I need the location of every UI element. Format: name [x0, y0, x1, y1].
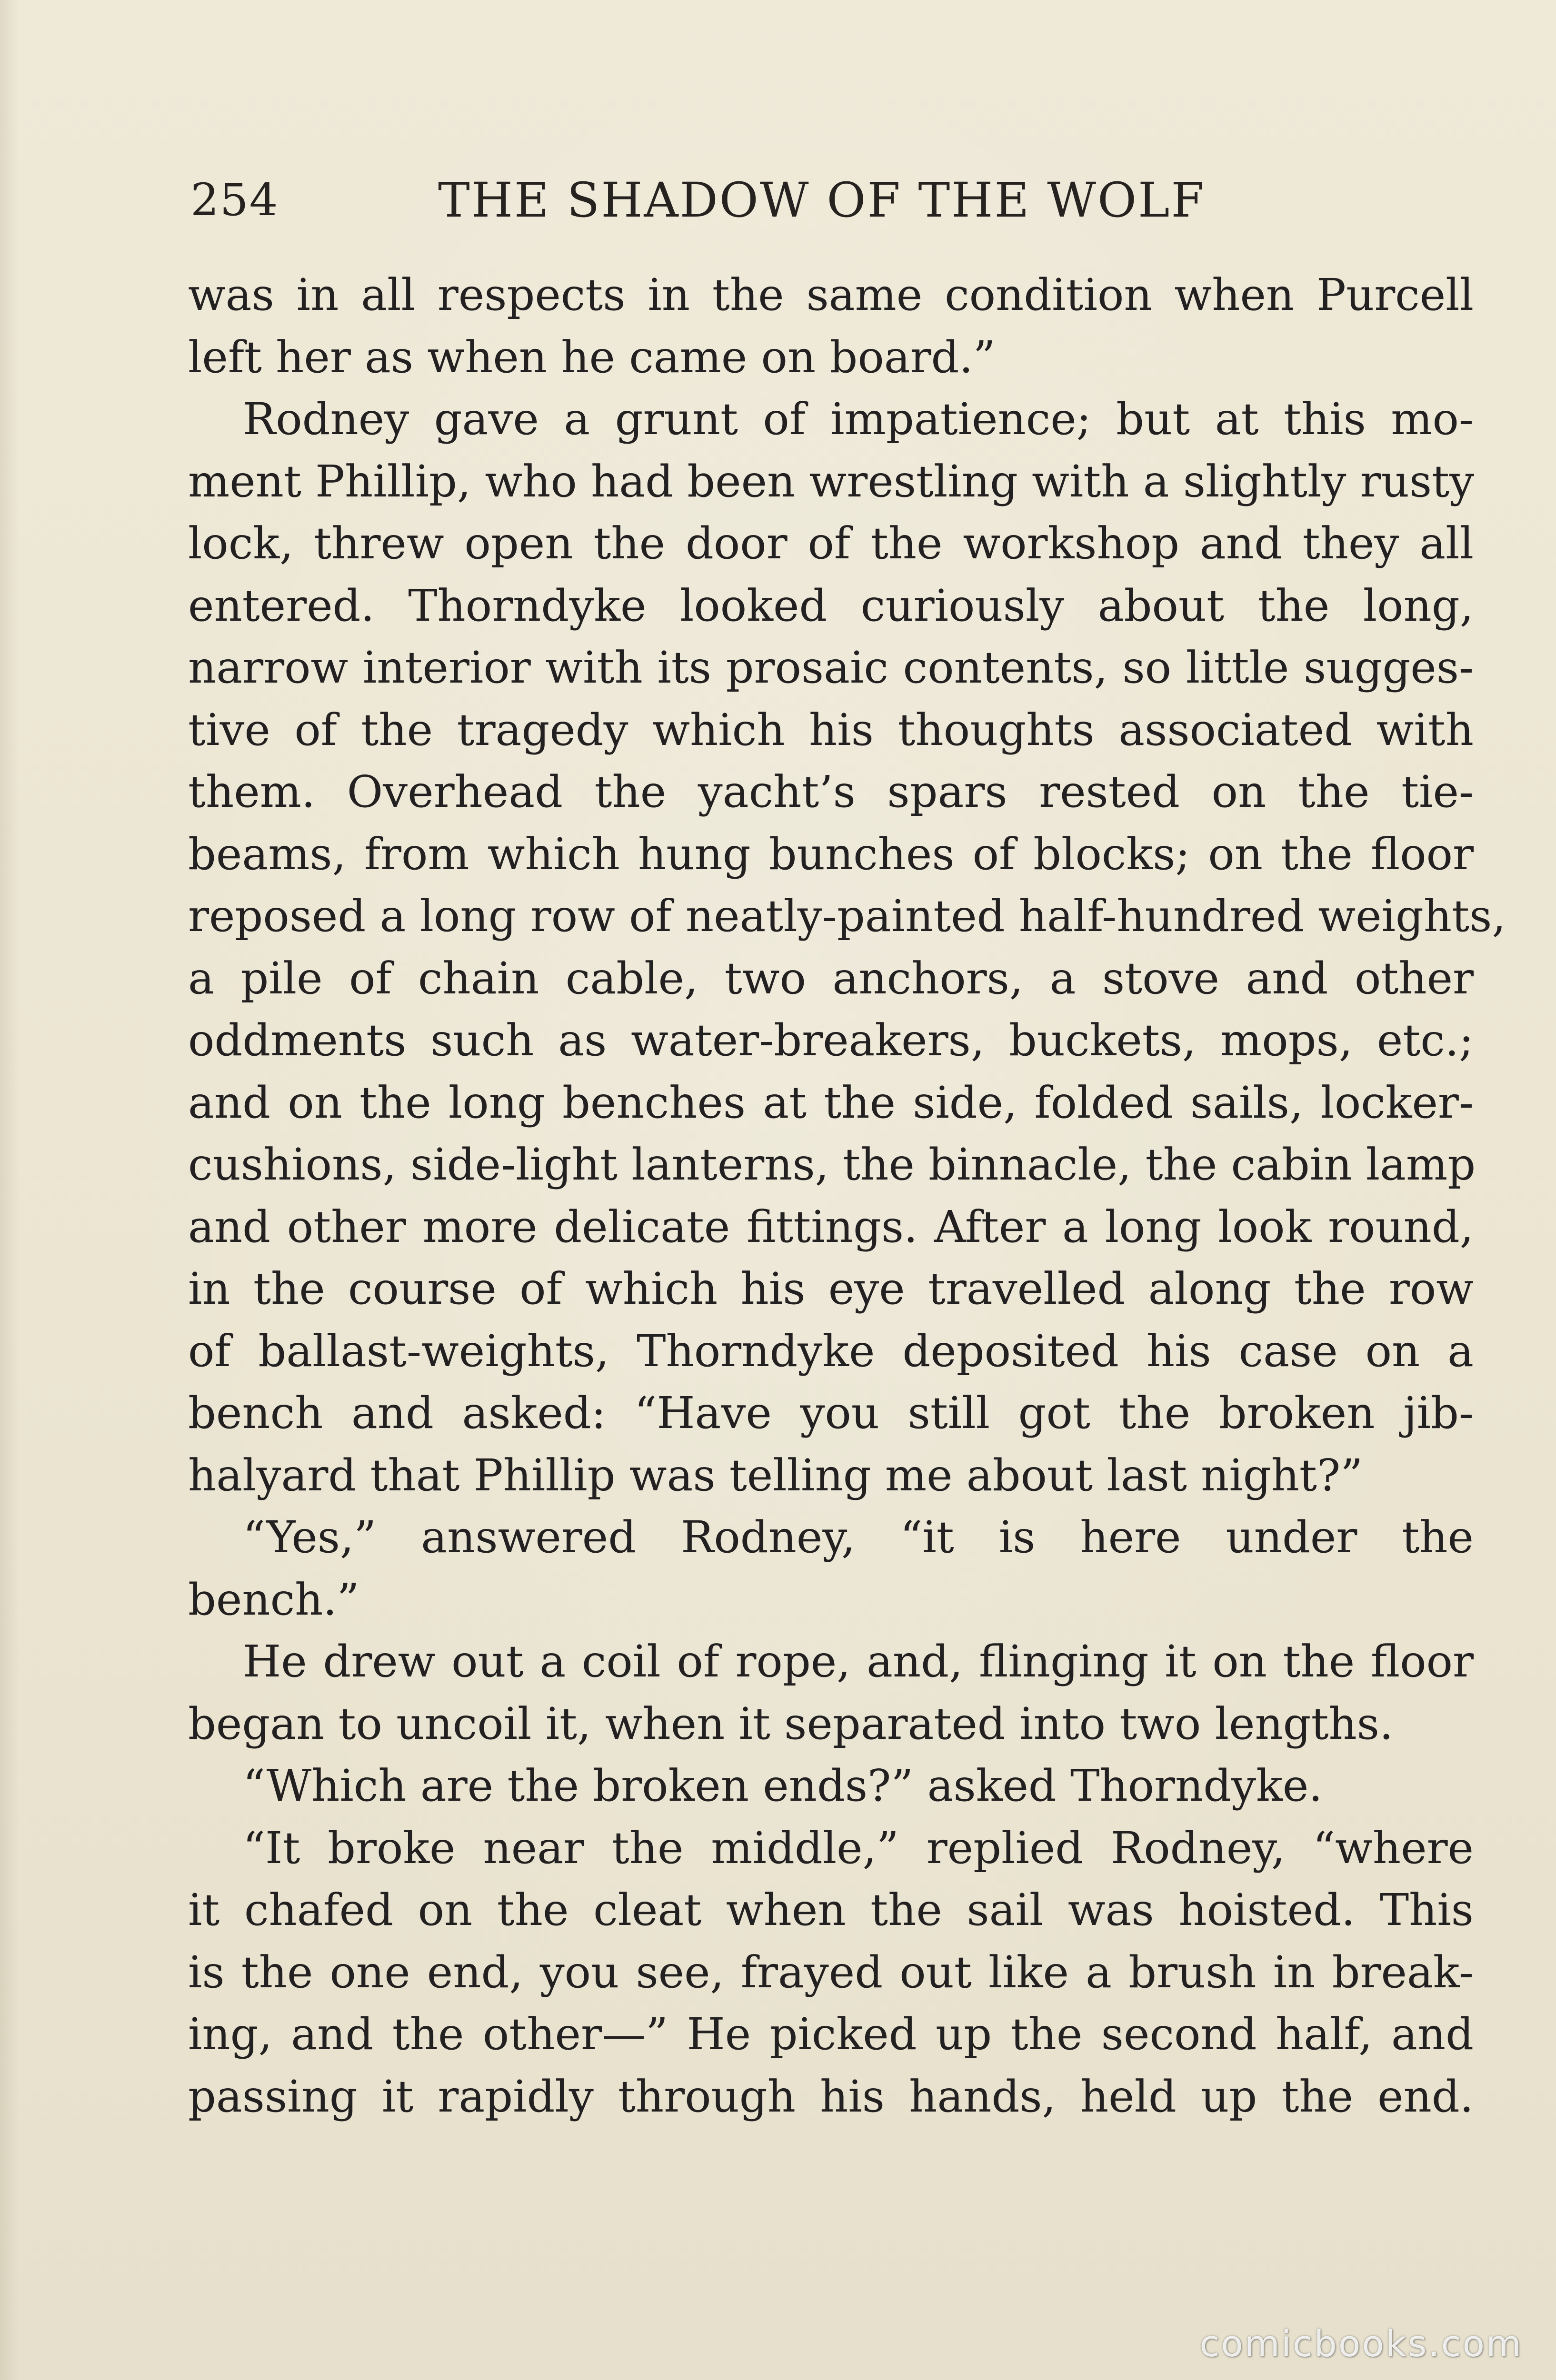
text-line: He drew out a coil of rope, and, flinging it on the floor: [243, 1636, 1474, 1687]
text-line: and on the long benches at the side, folded sails, locker-: [188, 1077, 1474, 1128]
text-line: ment Phillip, who had been wrestling with a slightly rusty: [188, 456, 1475, 507]
text-line: “It broke near the middle,” replied Rodney, “where: [243, 1822, 1474, 1874]
text-line: a pile of chain cable, two anchors, a stove and other: [188, 952, 1474, 1004]
paragraph: [188, 1631, 1474, 1755]
body-text: [188, 264, 1506, 2128]
text-line: ing, and the other—” He picked up the second half, and: [188, 2009, 1474, 2060]
text-line: oddments such as water-breakers, buckets, mops, etc.;: [188, 1015, 1474, 1066]
text-line: cushions, side-light lanterns, the binnacle, the cabin lamp: [188, 1139, 1476, 1190]
text-line: of ballast-weights, Thorndyke deposited his case on a: [188, 1325, 1474, 1377]
paragraph: [188, 1755, 1474, 1817]
watermark: comicbooks.com: [1199, 2322, 1523, 2365]
text-line: bench and asked: “Have you still got the broken jib-: [188, 1388, 1474, 1438]
text-line: halyard that Phillip was telling me about last night?”: [188, 1449, 1363, 1501]
text-line: it chafed on the cleat when the sail was hoisted. This: [188, 1884, 1474, 1935]
text-line: them. Overhead the yacht’s spars rested on the tie-: [188, 766, 1474, 817]
text-line: began to uncoil it, when it separated into two lengths.: [188, 1698, 1394, 1749]
page-header: [190, 157, 1271, 233]
text-line: narrow interior with its prosaic contents, so little sugges-: [188, 642, 1474, 693]
text-line: was in all respects in the same condition when Purcell: [188, 269, 1474, 320]
page-number: 254: [190, 174, 279, 226]
text-line: lock, threw open the door of the workshop and they all: [188, 518, 1474, 569]
running-title: THE SHADOW OF THE WOLF: [438, 172, 1206, 228]
text-line: “Yes,” answered Rodney, “it is here under the: [243, 1512, 1474, 1563]
paragraph: [188, 1507, 1474, 1631]
paragraph: [188, 1817, 1474, 2128]
text-line: reposed a long row of neatly-painted half-hundred weights,: [188, 891, 1506, 942]
text-line: bench.”: [188, 1574, 359, 1625]
text-line: is the one end, you see, frayed out like a brush in break-: [188, 1946, 1474, 1998]
text-line: entered. Thorndyke looked curiously about the long,: [188, 580, 1474, 631]
text-line: tive of the tragedy which his thoughts associated with: [188, 704, 1474, 755]
text-line: passing it rapidly through his hands, held up the end.: [188, 2071, 1474, 2122]
paragraph: [188, 388, 1506, 1507]
text-line: beams, from which hung bunches of blocks; on the floor: [188, 828, 1474, 880]
paragraph: [188, 264, 1474, 388]
text-line: in the course of which his eye travelled along the row: [188, 1263, 1474, 1314]
text-line: Rodney gave a grunt of impatience; but at this mo-: [243, 394, 1474, 445]
page-edge-shadow: [0, 0, 19, 2380]
text-line: left her as when he came on board.”: [188, 331, 996, 383]
text-line: “Which are the broken ends?” asked Thorndyke.: [243, 1760, 1323, 1811]
text-line: and other more delicate fittings. After a long look round,: [188, 1201, 1474, 1252]
